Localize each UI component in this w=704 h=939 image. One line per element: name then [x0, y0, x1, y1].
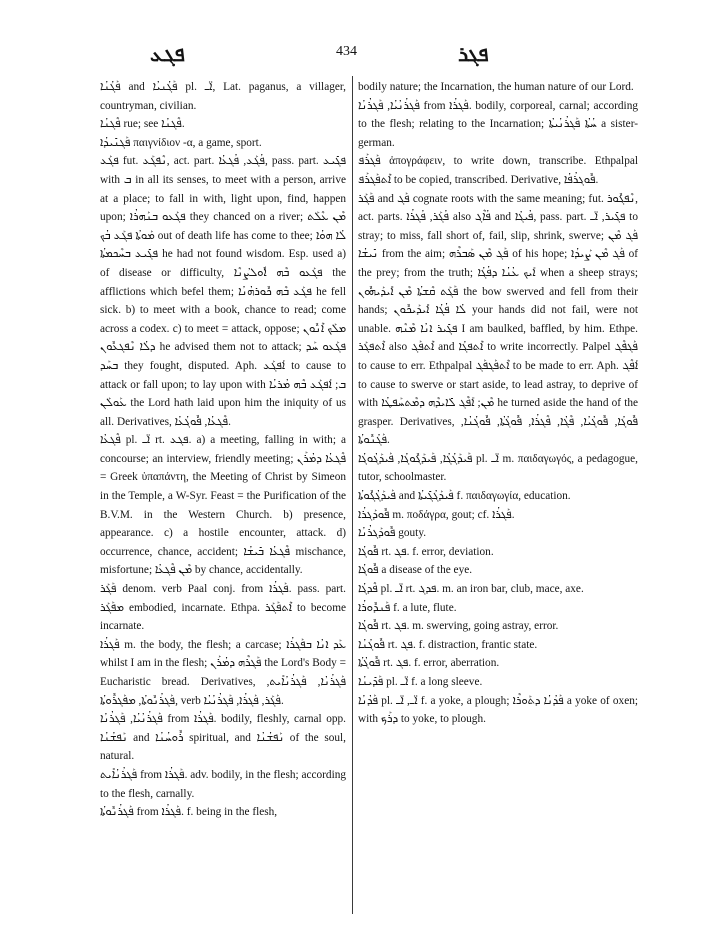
dictionary-entry: ܦܽܘܓܳܐ rt. ܦܓ. f. error, deviation. — [358, 545, 494, 558]
dictionary-entry: ܦܽܘܓܳܬܳܐ rt. ܦܓ. f. error, aberration. — [358, 657, 500, 670]
dictionary-entry: ܦܽܘܓܳܢܳܐ rt. ܦܓ. f. distraction, frantic state. — [358, 638, 538, 651]
dictionary-entry: ܦܰܓܳܢܳܐ and ܦܰܓܳܢܝܳܐ pl. ܐ̈ـ, Lat. paganus, a villager, countryman, civilian. — [100, 81, 347, 112]
page-number: 434 — [336, 44, 357, 59]
running-head-right-word: ܦܓܪ — [458, 42, 489, 66]
column-divider — [352, 76, 353, 914]
dictionary-entry: ܦܰܕܳܢܳܐ pl. ܐ̈ـ, ܐ̈ـ f. a yoke, a plough; ܦܰܕܳܢܳܐ ܕܬܰܘܪܶܐ a yoke of oxen; with ܕܪܰܟ to yoke, to plough. — [358, 694, 638, 726]
dictionary-entry: ܦܽܘܓܳܐ rt. ܦܓ. m. swerving, going astray, error. — [358, 620, 559, 633]
dictionary-entry: ܦܶܓܥܳܐ pl. ܐ̈ـ rt. ܦܓܥ. a) a meeting, falling in with; a concourse; an interview, friendly meeting; ܦܶܓܥܳܐ ܕܡܳܪܰܢ = Greek ὑπαπάντη, the Meeting of Christ by Simeon in the Temple, a W-Syr. Feast = the Purification of the B.V.M. in the Western Church. b) presence, appearance. c) a hostile encounter, attack. d) occurrence, chance, accident; ܦܶܓܥܳܐ ܒܺܝܫܳܐ mischance, misfortune; ܡܶܢ ܦܶܓܥܳܐ by chance, accidentally. — [100, 434, 347, 577]
left-column — [100, 78, 346, 822]
dictionary-entry: ܦܶܓܢܳܐ rue; see ܦܶܓܢܳܐ. — [100, 118, 185, 131]
dictionary-entry: ܦܶܕܓܳܐ pl. ܐ̈ـ rt. ܦܕܓ. m. an iron bar, club, mace, axe. — [358, 583, 584, 596]
dictionary-entry: ܦܰܝܕܰܓܳܓܽܘܬܳܐ and ܦܰܝܕܰܓܳܓܺܝܬܳܐ f. παιδαγωγία, education. — [358, 490, 571, 503]
running-head-left-word: ܦܓܥ — [150, 42, 185, 66]
dictionary-entry: ܦܰܓܪܳܢܳܝܳܐ, ܦܰܓܪܳܢܳܐ from ܦܰܓܪܳܐ. bodily, fleshly, carnal opp. ܢܰܦܫܳܢܳܐ and ܪܽܘܚܳܢܳܐ spiritual, and ܢܰܦܫܳܢܳܐ of the soul, natural. — [100, 713, 347, 763]
dictionary-entry: ܦܰܓܪܳܢܽܘܬܳܐ from ܦܰܓܪܳܐ. f. being in the flesh, — [100, 806, 278, 819]
dictionary-entry: ܦܽܘܓܳܐ a disease of the eye. — [358, 564, 473, 577]
dictionary-entry: ܦܰܓܪܳܐ m. the body, the flesh; a carcase; ܥܰܕ ܐܢܳܐ ܒܦܰܓܪܳܐ whilst I am in the flesh; ܦܰܓܪܶܗ ܕܡܳܪܰܢ the Lord's Body = Eucharistic bread. Derivatives, ܦܰܓܪܳܢܳܐ, ܦܰܓܪܳܢܳܐܺܝܬ, ܦܰܓܪܳܢܽܘܬܳܐ, ܡܦܰܓܪܽܘܬܳܐ, verb ܦܰܓܰܪ, ܦܰܓܪܳܐ, ܦܰܓܪܳܢܳܝܳܐ. — [100, 638, 346, 707]
dictionary-entry: ܦܰܓܰܪ and ܦܰܓ cognate roots with the same meaning; fut. ܢܶܦܓܽܘܪ, act. parts. ܦܳܓܰܪ, ܦܳܓܪܳܐ also ܦܳܐܶܓ and ܦܳܝܓܳܐ, pass. part. ܦܓܺܝܪ, ܐ̈ـ to stray; to miss, fall short of, fail, slip, shrink, swerve; ܦܰܓ ܡܶܢ ܢܺܝܫܳܐ from the aim; ܦܰܓ ܡܶܢ ܣܰܒܪܶܗ of his hope; ܦܰܓ ܡܶܢ ܨܰܝܕܳܐ of the prey; from the truth; ܐܰܝܟ ܥܳܢܳܐ ܕܦܳܓܳܐ when a sheep strays; ܦܰܓܰܬ ܩܶܫܬܳܐ ܡܶܢ ܐܺܝܕܰܝܗܽܘܢ the bow swerved and fell from their hands; ܠܳܐ ܦܳܓܳܐ ܐܺܝܕܰܝܟܽܘܢ your hands did not fail, were not unable. ܦܓܺܝܪ ܐܢܳܐ ܡܶܢܶܗ I am baulked, baffled, by him. Ethpe. ܐܶܬܦܓܰܪ also ܐܶܬܦܰܓ and ܐܶܬܦܓܳܐ to write incorrectly. Palpel ܦܰܓܦܶܓ to cause to err. Ethpalpal ܐܶܬܦܰܓܦܰܓ to be made to err. Aph. ܐܰܦܶܓ to cause to swerve or start aside, to lead astray, to deprive of with ܡܶܢ; ܐܰܦܶܓ ܠܺܐܝܕܶܗ ܕܡܶܬܚܰܦܛܳܐ he turned aside the hand of the grasper. Derivatives, ܦܽܘܓܳܐ, ܦܽܘܓܳܝܳܐ, ܦܶܓܳܐ, ܦܶܓܪܳܐ, ܦܽܘܓܳܬܳܐ, ܦܽܘܓܳܢܳܐ, ܦܰܓܳܢܽܘܬܳܐ. — [358, 192, 639, 447]
dictionary-entry: ܦܰܕܺܝܢܳܐ pl. ܐ̈ـ f. a long sleeve. — [358, 676, 483, 688]
dictionary-entry: ܦܰܓܰܪ denom. verb Paal conj. from ܦܰܓܪܳܐ. pass. part. ܡܦܰܓܰܪ embodied, incarnate. Ethpa. ܐܶܬܦܰܓܰܪ to become incarnate. — [100, 583, 347, 633]
dictionary-entry: ܦܰܓܪܳܢܳܐܺܝܬ from ܦܰܓܪܳܐ. adv. bodily, in the flesh; according to the flesh, carnally. — [100, 768, 346, 800]
dictionary-entry: ܦܰܓܢܺܝܕܳܐ παιγνίδιον -α, a game, sport. — [100, 136, 262, 149]
dictionary-entry: bodily nature; the Incarnation, the human nature of our Lord. — [358, 81, 634, 93]
running-head — [0, 38, 704, 68]
dictionary-entry: ܦܽܘܕܰܓܪܳܢܳܐ gouty. — [358, 527, 427, 540]
dictionary-entry: ܦܓܰܥ fut. ܢܶܦܓܰܥ, act. part. ܦܳܓܰܥ, ܦܳܓܥܳܐ, pass. part. ܦܓܺܝܥ with ܒ in all its senses, to meet with a person, arrive at a place; to fall in with, light upon, find, happen upon; ܦܓܰܥܘ ܒܢܰܗܪܳܐ they chanced on a river; ܡܶܢ ܥܶܠܰܬ ܡܰܘܬܳܐ ܦܓܰܥ ܒܳܟ out of death life has come to thee; ܠܳܐ ܗܘܳܐ ܦܓܺܝܥ ܒܚܶܟܡܬܳܐ he had not found wisdom. Esp. used a) of disease or difficulty, ܦܓܰܥܘ ܒܶܗ ܐܽܘܠܨܳܢܶܐ the afflictions which befel them; ܦܓܰܥ ܒܶܗ ܟܽܘܪܗܳܢܳܐ he fell sick. b) to meet with a book, chance to read; come across a codex. c) to meet = attack, oppose; ܡܠܰܟ ܐܶܢܽܘܢ ܕܠܳܐ ܢܶܦܓܥܽܘܢ he advised them not to attack; ܦܓܰܥܘ ܚܰܕ ܒܚܰܕ they fought, disputed. Aph. ܐܰܦܓܰܥ to cause to attack or fall upon; to lay upon with ܒ; ܐܰܦܓܰܥ ܒܶܗ ܡܳܪܝܳܐ ܥܰܘܠܰܢ the Lord hath laid upon him the iniquity of us all. Derivatives, ܦܶܓܥܳܐ, ܦܽܘܓܳܥܳܐ. — [100, 155, 347, 428]
dictionary-entry: ܦܰܝܕܰܓܳܓܳܐ, ܦܰܝܕܰܓܽܘܓܳܐ, ܦܰܝܕܰܓܳܘܓܳܐ pl. ܐ̈ـ m. παιδαγωγός, a pedagogue, tutor, schoolmaster. — [358, 452, 639, 484]
dictionary-entry: ܦܰܢܕܽܘܪܳܐ f. a lute, flute. — [358, 601, 457, 614]
dictionary-entry: ܦܰܓܪܳܢܳܝܳܐ, ܦܰܓܪܳܢܳܐ from ܦܰܓܪܳܐ. bodily, corporeal, carnal; according to the flesh; relating to the Incarnation; ܚܳܬܳܐ ܦܰܓܪܳܢܳܝܬܳܐ a sister-german. — [358, 99, 638, 149]
dictionary-entry: ܦܰܓܪܰܦ ἀπογράφειν, to write down, transcribe. Ethpalpal ܐܶܬܦܰܓܪܰܦ to be copied, transcribed. Derivative, ܦܽܘܓܪܳܦܳܐ. — [358, 155, 638, 186]
dictionary-entry: ܦܽܘܕܰܓܪܳܐ m. ποδάγρα, gout; cf. ܦܰܓܪܳܐ. — [358, 508, 515, 521]
right-column — [358, 78, 638, 729]
